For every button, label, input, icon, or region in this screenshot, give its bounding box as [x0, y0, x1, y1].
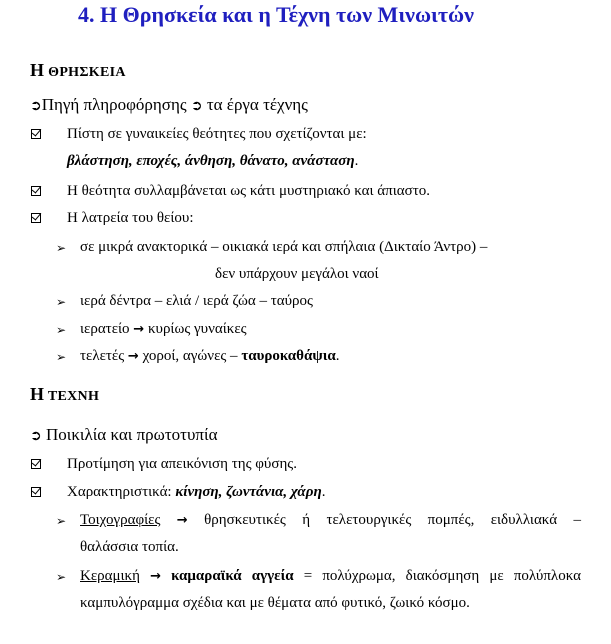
art-heading [30, 384, 99, 405]
source-line [30, 95, 308, 115]
section-arrow-icon: ➲ [30, 428, 42, 444]
source-line-part1: Πηγή πληροφόρησης [41, 95, 187, 114]
religion-bullet1-line1: σε μικρά ανακτορικά – οικιακά ιερά και σπήλαια (Δικταίο Άντρο) – [80, 239, 488, 255]
religion-heading [30, 60, 126, 81]
religion-check1-emph-line [67, 153, 358, 170]
art-check1-text: Προτίμηση για απεικόνιση της φύσης. [67, 456, 297, 472]
art-check2-text: Χαρακτηριστικά: [67, 484, 176, 500]
religion-check2-text: Η θεότητα συλλαμβάνεται ως κάτι μυστηριακό και άπιαστο. [67, 183, 430, 199]
art-check2-emph: κίνηση, ζωντάνια, χάρη [175, 484, 322, 500]
checkbox-icon [31, 186, 41, 196]
art-heading-cap: Η [30, 384, 45, 404]
right-arrow-icon: → [133, 322, 145, 337]
checkbox-icon [31, 213, 41, 223]
right-arrow-icon: → [150, 569, 162, 584]
pottery-bold: καμαραϊκά αγγεία [171, 568, 294, 584]
frescoes-text1: θρησκευτικές ή τελετουργικές πομπές, ειδυλλιακά – [204, 512, 581, 528]
checkbox-icon [31, 459, 41, 469]
religion-bullet4-end: . [335, 348, 340, 364]
bullet-arrow-icon: ➢ [56, 350, 67, 364]
bullet-arrow-icon: ➢ [56, 570, 67, 584]
pottery-line1 [80, 568, 581, 585]
religion-bullet3-b: κυρίως γυναίκες [144, 321, 247, 337]
religion-bullet4 [80, 348, 339, 365]
art-check2-end: . [321, 484, 326, 500]
frescoes-line2: θαλάσσια τοπία. [80, 539, 179, 555]
checkbox-icon [31, 129, 41, 139]
religion-bullet1-line2: δεν υπάρχουν μεγάλοι ναοί [215, 266, 379, 282]
art-arrow-text: Ποικιλία και πρωτοτυπία [45, 425, 218, 444]
right-arrow-icon: → [127, 349, 139, 364]
section-arrow-icon: ➲ [30, 98, 42, 114]
frescoes-label: Τοιχογραφίες [80, 512, 161, 528]
religion-bullet2: ιερά δέντρα – ελιά / ιερά ζώα – ταύρος [80, 293, 313, 309]
frescoes-line1 [80, 512, 581, 529]
religion-check1-emph: βλάστηση, εποχές, άνθηση, θάνατο, ανάσταση [67, 153, 355, 169]
religion-check1-text: Πίστη σε γυναικείες θεότητες που σχετίζονται με: [67, 126, 367, 142]
art-arrow-line [30, 425, 218, 445]
religion-check1-end: . [354, 153, 359, 169]
pottery-line2: καμπυλόγραμμα σχέδια και με θέματα από φυτικό, ζωικό κόσμο. [80, 595, 470, 611]
pottery-label: Κεραμική [80, 568, 140, 584]
art-check2-line [67, 484, 325, 501]
right-arrow-icon: → [176, 513, 188, 528]
religion-bullet4-a: τελετές [80, 348, 128, 364]
checkbox-icon [31, 487, 41, 497]
pottery-text1: = πολύχρωμα, διακόσμηση με πολύπλοκα [293, 568, 581, 584]
bullet-arrow-icon: ➢ [56, 295, 67, 309]
religion-heading-cap: Η [30, 60, 45, 80]
bullet-arrow-icon: ➢ [56, 241, 67, 255]
page-title: 4. Η Θρησκεία και η Τέχνη των Μινωιτών [78, 2, 474, 27]
section-arrow-icon: ➲ [190, 98, 203, 114]
religion-heading-rest: ΘΡΗΣΚΕΙΑ [48, 65, 126, 80]
religion-bullet3-a: ιερατείο [80, 321, 134, 337]
religion-bullet4-bold: ταυροκαθάψια [241, 348, 336, 364]
bullet-arrow-icon: ➢ [56, 323, 67, 337]
bullet-arrow-icon: ➢ [56, 514, 67, 528]
religion-check3-text: Η λατρεία του θείου: [67, 210, 194, 226]
art-heading-rest: ΤΕΧΝΗ [47, 389, 100, 404]
source-line-part2: τα έργα τέχνης [202, 95, 308, 114]
religion-bullet4-b: χοροί, αγώνες – [138, 348, 242, 364]
religion-bullet3 [80, 321, 247, 338]
